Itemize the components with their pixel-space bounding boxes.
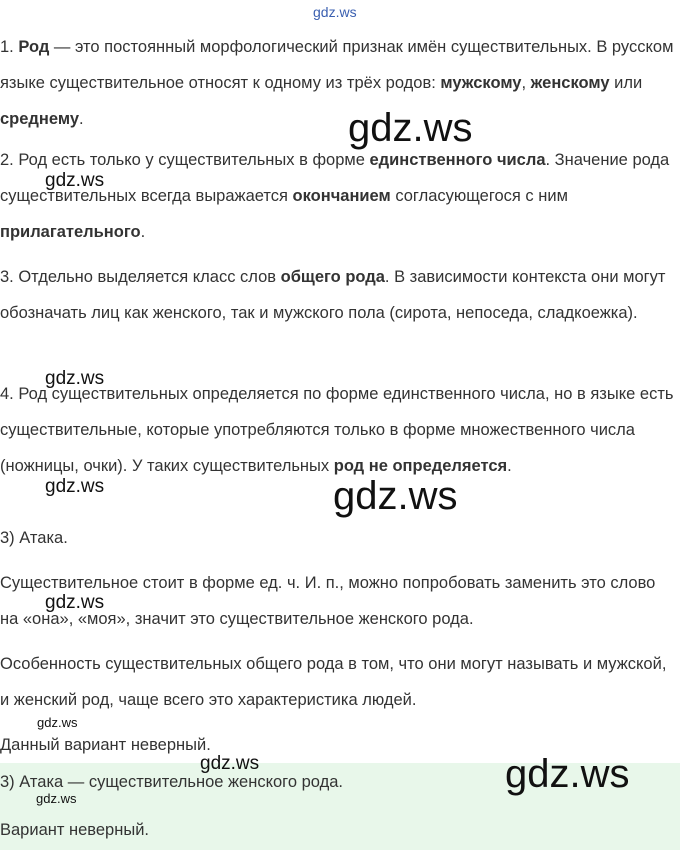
watermark-medium: gdz.ws xyxy=(45,592,105,613)
answer-verdict-text: Вариант неверный. xyxy=(0,821,149,839)
watermark-small: gdz.ws xyxy=(37,715,78,730)
watermark-large: gdz.ws xyxy=(333,474,458,518)
watermark-small: gdz.ws xyxy=(36,791,77,806)
term-gender-undefined: род не определяется xyxy=(333,457,508,475)
site-header-link[interactable]: gdz.ws xyxy=(313,4,357,20)
watermark-large: gdz.ws xyxy=(505,752,630,796)
common-gender-note: Особенность существительных общего рода в том, что они могут называть и мужской, и женский род, чаще всего это характеристика людей. xyxy=(0,655,667,709)
term-feminine: женскому xyxy=(530,74,610,92)
watermark-medium: gdz.ws xyxy=(45,476,105,497)
verdict-text: Данный вариант неверный. xyxy=(0,736,211,754)
answer-option-text: 3) Атака. xyxy=(0,529,68,547)
watermark-medium: gdz.ws xyxy=(200,753,260,774)
paragraph-3: 3. Отдельно выделяется класс слов общего рода. В зависимости контекста они могут обозначать лиц как женского, так и мужского пола (сирота, непоседа, сладкоежка). xyxy=(0,268,666,322)
term-masculine: мужскому xyxy=(440,74,522,92)
answer-summary-text: 3) Атака — существительное женского рода. xyxy=(0,773,343,791)
watermark-medium: gdz.ws xyxy=(45,170,105,191)
watermark-large: gdz.ws xyxy=(348,106,473,150)
term-common-gender: общего рода xyxy=(280,268,385,286)
watermark-medium: gdz.ws xyxy=(45,368,105,389)
term-singular: единственного числа xyxy=(369,151,546,169)
term-adjective: прилагательного xyxy=(0,223,141,241)
explanation-paragraph: Существительное стоит в форме ед. ч. И. п., можно попробовать заменить это слово на «она», «моя», значит это существительное женского рода. xyxy=(0,574,656,628)
paragraph-4: 4. Род существительных определяется по форме единственного числа, но в языке есть существительные, которые употребляются только в форме множественного числа (ножницы, очки). У таких существительных род не определяется. xyxy=(0,385,674,475)
term-rod: Род xyxy=(18,38,50,56)
paragraph-1: 1. Род — это постоянный морфологический признак имён существительных. В русском языке существительное относят к одному из трёх родов: мужскому, женскому или среднему. xyxy=(0,38,674,128)
term-ending: окончанием xyxy=(292,187,391,205)
paragraph-2: 2. Род есть только у существительных в форме единственного числа. Значение рода существительных всегда выражается окончанием согласующегося с ним прилагательного. xyxy=(0,151,670,241)
term-neuter: среднему xyxy=(0,110,79,128)
